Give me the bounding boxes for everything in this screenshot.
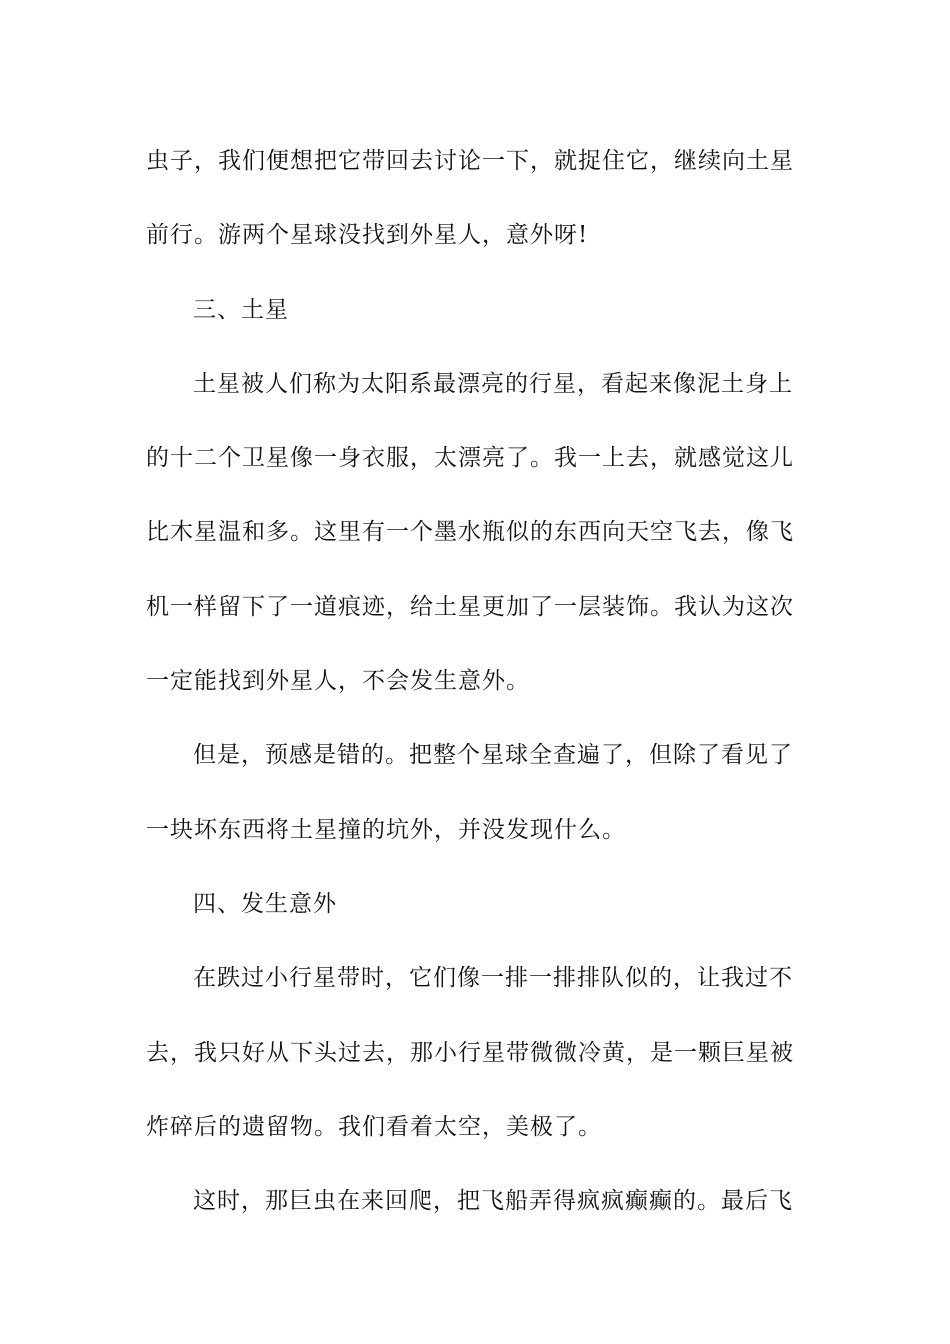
text-line: 在 跌 过 小 行 星 带 时 ， 它 们 像 一 排 一 排 排 队 似 的 ， 让 我 过 不: [193, 965, 793, 992]
section-heading: 三、土星: [193, 296, 289, 323]
text-line: 这 时 ， 那 巨 虫 在 来 回 爬 ， 把 飞 船 弄 得 疯 疯 癫 癫 的 。 最 后 飞: [193, 1188, 793, 1215]
text-line: 一块坏东西将土星撞的坑外，并没发现什么。: [146, 816, 626, 843]
text-line: 去 ， 我 只 好 从 下 头 过 去 ， 那 小 行 星 带 微 微 冷 黄 ， 是 一 颗 巨 星 被: [146, 1039, 794, 1066]
text-line: 机 一 样 留 下 了 一 道 痕 迹 ， 给 土 星 更 加 了 一 层 装 饰 。 我 认 为 这 次: [146, 593, 794, 620]
document-body: [146, 124, 794, 1238]
text-line: 前行。游两个星球没找到外星人，意外呀!: [146, 222, 589, 249]
text-line: 的 十 二 个 卫 星 像 一 身 衣 服 ， 太 漂 亮 了 。 我 一 上 去 ， 就 感 觉 这 儿: [146, 445, 794, 472]
text-line: 一定能找到外星人，不会发生意外。: [146, 668, 530, 695]
text-line: 土 星 被 人 们 称 为 太 阳 系 最 漂 亮 的 行 星 ， 看 起 来 像 泥 土 身 上: [193, 370, 793, 397]
text-line: 比 木 星 温 和 多 。 这 里 有 一 个 墨 水 瓶 似 的 东 西 向 天 空 飞 去 ， 像 飞: [146, 519, 794, 546]
text-line: 但 是 ， 预 感 是 错 的 。 把 整 个 星 球 全 查 遍 了 ， 但 除 了 看 见 了: [193, 742, 793, 769]
text-line: 炸碎后的遗留物。我们看着太空，美极了。: [146, 1113, 602, 1140]
section-heading: 四、发生意外: [193, 890, 337, 917]
text-line: 虫 子 ， 我 们 便 想 把 它 带 回 去 讨 论 一 下 ， 就 捉 住 它 ， 继 续 向 土 星: [146, 148, 794, 174]
